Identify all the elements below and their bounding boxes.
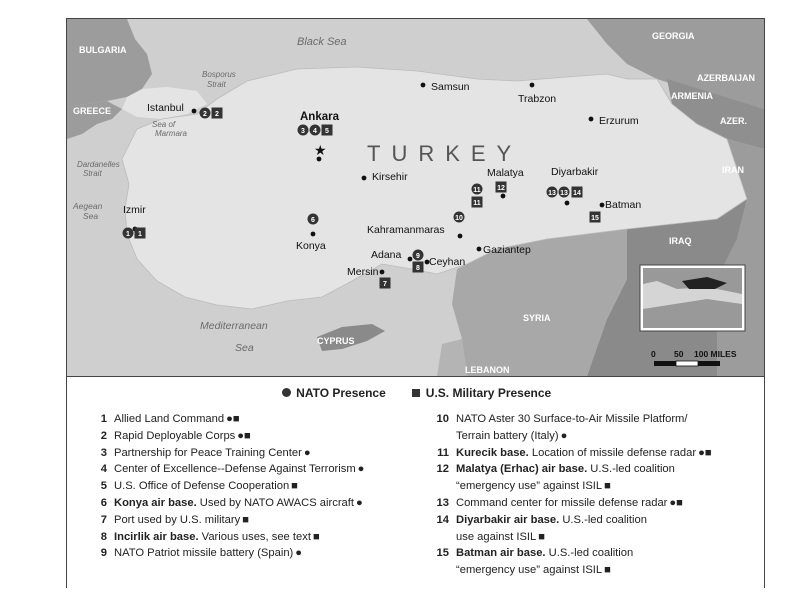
marker-number: 15 xyxy=(591,215,599,222)
legend-item-text xyxy=(456,461,675,495)
marker-number: 6 xyxy=(311,217,315,224)
country-label: GEORGIA xyxy=(652,31,695,41)
legend-item-number: 13 xyxy=(436,496,449,509)
scale-label-0: 0 xyxy=(651,349,656,359)
presence-marker-icon: ● xyxy=(357,463,365,476)
scale-label-100: 100 MILES xyxy=(694,349,737,359)
presence-marker-icon: ●■ xyxy=(226,413,240,425)
city-dot xyxy=(530,83,535,88)
city-label: Istanbul xyxy=(147,102,184,114)
legend-item-text xyxy=(456,445,712,462)
legend-item xyxy=(85,529,425,546)
city-label: Ceyhan xyxy=(429,256,466,268)
us-square-icon xyxy=(412,389,420,397)
legend-item-desc: U.S.-led coalition xyxy=(545,547,634,560)
presence-marker-icon: ■ xyxy=(604,480,611,493)
legend-column-left xyxy=(85,411,425,562)
legend-item xyxy=(85,428,425,445)
city-label: Diyarbakir xyxy=(551,166,599,178)
nato-dot-icon xyxy=(282,388,291,397)
country-label: IRAQ xyxy=(669,236,692,246)
legend-item-number: 9 xyxy=(100,547,107,560)
legend-nato-label: NATO Presence xyxy=(296,385,386,400)
city-dot xyxy=(421,83,426,88)
legend-item-number: 4 xyxy=(100,463,107,476)
legend-item xyxy=(85,478,425,495)
city-label: Malatya xyxy=(487,167,524,179)
legend-item-number: 14 xyxy=(436,513,449,526)
legend-item xyxy=(427,445,757,462)
legend-item-number: 7 xyxy=(100,513,107,526)
presence-marker-icon: ■ xyxy=(604,564,611,577)
presence-marker-icon: ● xyxy=(356,496,363,509)
city-dot xyxy=(458,234,463,239)
city-label: Kirsehir xyxy=(372,171,408,183)
country-label: AZERBAIJAN xyxy=(697,73,756,83)
marker-number: 9 xyxy=(416,253,420,260)
legend-item-bold: Konya air base. xyxy=(114,496,197,509)
inset-map xyxy=(640,265,745,331)
country-label: CYPRUS xyxy=(317,336,355,346)
city-label: Batman xyxy=(605,199,642,211)
legend-item-bold: Kurecik base. xyxy=(456,446,529,459)
sea-label: Sea of xyxy=(152,120,176,129)
legend-item xyxy=(427,411,757,445)
sea-label: Sea xyxy=(83,211,99,221)
legend-item-desc: NATO Aster 30 Surface-to-Air Missile Platform/ xyxy=(456,413,688,425)
country-label: GREECE xyxy=(73,106,112,116)
legend-item-text xyxy=(114,445,311,462)
city-dot xyxy=(600,203,605,208)
legend-header xyxy=(67,385,764,400)
legend-column-right xyxy=(427,411,757,579)
city-dot xyxy=(192,109,197,114)
marker-number: 2 xyxy=(215,111,219,118)
city-label: Kahramanmaras xyxy=(367,224,445,236)
sea-label: Marmara xyxy=(155,129,188,138)
legend-item xyxy=(85,411,425,428)
presence-marker-icon: ●■ xyxy=(669,496,683,509)
legend-item-bold: Batman air base. xyxy=(456,547,546,560)
legend-item-desc-2: Terrain battery (Italy) xyxy=(456,429,559,442)
legend-item-desc-2: “emergency use” against ISIL xyxy=(456,564,603,577)
country-label: BULGARIA xyxy=(79,45,127,55)
presence-marker-icon: ●■ xyxy=(698,446,712,459)
legend-item-text xyxy=(114,495,363,512)
legend-item-desc-2: “emergency use” against ISIL xyxy=(456,480,603,493)
capital-star-icon: ★ xyxy=(314,142,327,158)
sea-label: Mediterranean xyxy=(200,320,268,332)
city-dot xyxy=(565,201,570,206)
marker-number: 1 xyxy=(138,231,142,238)
country-label: SYRIA xyxy=(523,313,551,323)
strait-label: Strait xyxy=(207,80,226,89)
map-figure xyxy=(66,18,765,588)
country-label-turkey: TURKEY xyxy=(367,141,523,166)
city-label: Adana xyxy=(371,249,402,261)
legend-item xyxy=(427,512,757,546)
presence-marker-icon: ●■ xyxy=(237,429,251,442)
city-label: Ankara xyxy=(300,111,339,123)
legend-us-label: U.S. Military Presence xyxy=(425,385,552,400)
scale-label-50: 50 xyxy=(674,349,684,359)
legend-item-number: 12 xyxy=(436,463,449,476)
legend-item xyxy=(85,512,425,529)
legend-item-number: 2 xyxy=(100,429,107,442)
marker-number: 2 xyxy=(203,111,207,118)
legend-item-desc: Center of Excellence--Defense Against Terrorism xyxy=(114,463,356,476)
legend-item-desc: Partnership for Peace Training Center xyxy=(114,446,302,459)
marker-number: 11 xyxy=(473,200,481,207)
legend-item-text xyxy=(114,428,251,445)
legend-item-desc: Location of missile defense radar xyxy=(528,446,697,459)
marker-number: 10 xyxy=(455,215,463,222)
strait-label: Strait xyxy=(83,169,102,178)
legend-item-desc: NATO Patriot missile battery (Spain) xyxy=(114,547,294,560)
country-label: AZER. xyxy=(720,116,747,126)
legend-item-bold: Incirlik air base. xyxy=(114,530,199,543)
legend-item-desc: Port used by U.S. military xyxy=(114,513,241,526)
legend-item-text xyxy=(456,495,683,512)
city-label: Konya xyxy=(296,240,326,252)
legend-item-desc: Used by NATO AWACS aircraft xyxy=(196,496,354,509)
city-label: Erzurum xyxy=(599,115,639,127)
legend-item xyxy=(85,545,425,562)
legend-panel xyxy=(67,376,764,589)
city-label: Gaziantep xyxy=(483,244,531,256)
marker-number: 7 xyxy=(383,281,387,288)
city-label: Izmir xyxy=(123,204,146,216)
legend-item-text xyxy=(456,545,633,579)
legend-item-number: 3 xyxy=(100,446,107,459)
legend-item xyxy=(427,545,757,579)
legend-item-number: 10 xyxy=(436,413,449,425)
legend-item-number: 8 xyxy=(100,530,107,543)
marker-number: 5 xyxy=(325,128,329,135)
legend-item xyxy=(85,461,425,478)
legend-item-desc: Command center for missile defense radar xyxy=(456,496,668,509)
legend-item-desc: U.S.-led coalition xyxy=(587,463,675,476)
legend-item-bold: Malatya (Erhac) air base. xyxy=(456,463,588,476)
legend-item xyxy=(427,461,757,495)
legend-item-text xyxy=(114,478,298,495)
marker-number: 11 xyxy=(473,187,481,194)
legend-item-text xyxy=(456,512,647,546)
legend-item xyxy=(85,445,425,462)
presence-marker-icon: ● xyxy=(295,547,303,560)
strait-label: Dardanelles xyxy=(77,160,120,169)
country-label: IRAN xyxy=(722,165,744,175)
marker-number: 13 xyxy=(548,190,556,197)
presence-marker-icon: ■ xyxy=(538,530,545,543)
city-dot xyxy=(477,247,482,252)
legend-item-number: 6 xyxy=(100,496,107,509)
sea-label: Aegean xyxy=(73,201,103,211)
marker-number: 8 xyxy=(416,265,420,272)
legend-item-desc: Allied Land Command xyxy=(114,413,225,425)
legend-item-desc: U.S.-led coalition xyxy=(559,513,647,526)
legend-item-desc-2: use against ISIL xyxy=(456,530,537,543)
marker-number: 13 xyxy=(560,190,568,197)
legend-item xyxy=(427,495,757,512)
city-dot xyxy=(380,270,385,275)
legend-item-text xyxy=(114,529,320,546)
presence-marker-icon: ● xyxy=(303,446,311,459)
legend-item-desc: U.S. Office of Defense Cooperation xyxy=(114,480,290,493)
legend-item-text xyxy=(114,461,364,478)
country-label: LEBANON xyxy=(465,365,510,375)
presence-marker-icon: ■ xyxy=(242,513,249,526)
marker-number: 3 xyxy=(301,128,305,135)
city-dot xyxy=(311,232,316,237)
sea-label: Sea xyxy=(235,342,254,354)
presence-marker-icon: ■ xyxy=(312,530,320,543)
city-label: Samsun xyxy=(431,81,470,93)
legend-item-number: 11 xyxy=(437,446,449,459)
city-label: Trabzon xyxy=(518,93,557,105)
turkey-map xyxy=(67,19,764,376)
city-label: Mersin xyxy=(347,266,379,278)
legend-item-text xyxy=(114,411,240,428)
marker-number: 4 xyxy=(313,128,317,135)
marker-number: 14 xyxy=(573,190,581,197)
marker-number: 1 xyxy=(126,231,130,238)
legend-item-desc: Various uses, see text xyxy=(198,530,311,543)
legend-item-text xyxy=(114,512,249,529)
presence-marker-icon: ■ xyxy=(291,480,298,493)
city-dot xyxy=(501,194,506,199)
legend-item-number: 1 xyxy=(100,413,107,425)
strait-label: Bosporus xyxy=(202,70,236,79)
city-dot xyxy=(362,176,367,181)
legend-item-bold: Diyarbakir air base. xyxy=(456,513,560,526)
legend-item-number: 15 xyxy=(436,547,449,560)
city-dot xyxy=(589,117,594,122)
legend-item-text xyxy=(114,545,302,562)
city-dot xyxy=(408,257,413,262)
sea-label: Black Sea xyxy=(297,36,347,48)
legend-item-number: 5 xyxy=(100,480,107,493)
country-label: ARMENIA xyxy=(671,91,713,101)
legend-item-text xyxy=(456,411,687,445)
legend-item xyxy=(85,495,425,512)
presence-marker-icon: ● xyxy=(560,429,568,442)
marker-number: 12 xyxy=(497,185,505,192)
legend-item-desc: Rapid Deployable Corps xyxy=(114,429,236,442)
